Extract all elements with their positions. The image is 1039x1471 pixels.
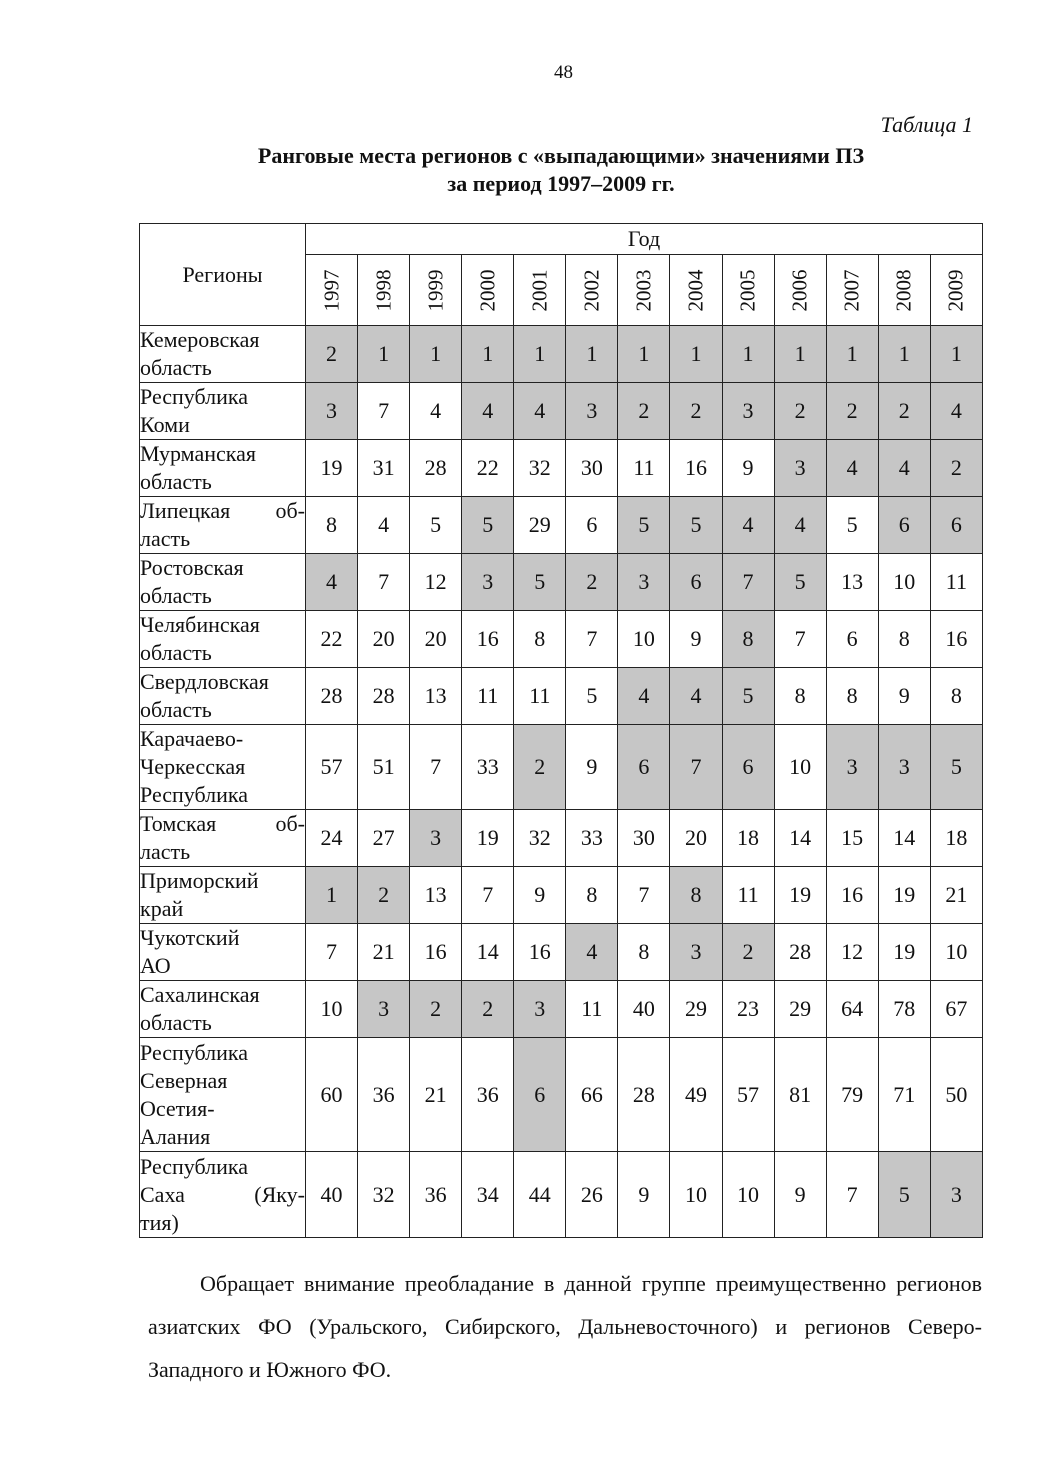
region-name-line: Мурманская: [140, 441, 256, 466]
title-line: Ранговые места регионов с «выпадающими» значениями ПЗ: [257, 143, 865, 168]
rank-cell: 4: [722, 497, 774, 554]
rank-cell: 3: [514, 981, 566, 1038]
year-column-header: [722, 255, 774, 326]
rank-cell: 14: [462, 924, 514, 981]
region-name-line: Республика: [140, 782, 249, 807]
rank-cell: 2: [878, 383, 930, 440]
rank-cell: 29: [774, 981, 826, 1038]
rank-cell: 4: [358, 497, 410, 554]
region-name-line: область: [140, 1010, 212, 1035]
rank-cell: 18: [930, 810, 982, 867]
rank-cell: 11: [462, 668, 514, 725]
rank-cell: 6: [930, 497, 982, 554]
year-column-header: [462, 255, 514, 326]
rank-cell: 7: [774, 611, 826, 668]
region-name-line: ласть: [140, 839, 191, 864]
rank-cell: 7: [410, 725, 462, 810]
rank-cell: 36: [410, 1152, 462, 1238]
rank-cell: 5: [774, 554, 826, 611]
rank-cell: 8: [618, 924, 670, 981]
region-name-line: Северная: [140, 1067, 228, 1093]
rank-cell: 71: [878, 1038, 930, 1152]
rank-cell: 8: [566, 867, 618, 924]
rank-cell: 1: [670, 326, 722, 383]
table-row: [140, 725, 983, 810]
rank-cell: 1: [774, 326, 826, 383]
rank-cell: 22: [462, 440, 514, 497]
rank-cell: 24: [306, 810, 358, 867]
rank-cell: 20: [670, 810, 722, 867]
table-row: [140, 867, 983, 924]
table-row: [140, 326, 983, 383]
rank-cell: 1: [722, 326, 774, 383]
region-name-line: Приморский: [140, 868, 259, 893]
rank-cell: 1: [566, 326, 618, 383]
year-column-header: [930, 255, 982, 326]
table-row: [140, 440, 983, 497]
rank-cell: 2: [306, 326, 358, 383]
rank-cell: 4: [514, 383, 566, 440]
rank-cell: 11: [722, 867, 774, 924]
rank-cell: 1: [618, 326, 670, 383]
table-row: [140, 810, 983, 867]
year-header: Год: [306, 224, 983, 255]
rank-cell: 2: [618, 383, 670, 440]
rank-cell: 4: [670, 668, 722, 725]
rank-cell: 79: [826, 1038, 878, 1152]
rank-cell: 28: [618, 1038, 670, 1152]
rank-cell: 34: [462, 1152, 514, 1238]
rank-cell: 2: [774, 383, 826, 440]
rank-cell: 1: [930, 326, 982, 383]
table-row: [140, 554, 983, 611]
rank-cell: 78: [878, 981, 930, 1038]
rank-cell: 13: [410, 867, 462, 924]
rank-cell: 2: [930, 440, 982, 497]
rank-cell: 51: [358, 725, 410, 810]
rank-cell: 4: [878, 440, 930, 497]
rank-cell: 3: [306, 383, 358, 440]
year-label: 1997: [319, 269, 344, 312]
rank-cell: 9: [514, 867, 566, 924]
rank-cell: 9: [670, 611, 722, 668]
region-name-line: Коми: [140, 412, 190, 437]
year-label: 2007: [839, 269, 864, 312]
region-name-line: область: [140, 469, 212, 494]
rank-cell: 57: [306, 725, 358, 810]
rank-cell: 11: [566, 981, 618, 1038]
region-name: [140, 810, 306, 867]
rank-cell: 30: [566, 440, 618, 497]
rank-cell: 8: [514, 611, 566, 668]
rank-cell: 32: [514, 440, 566, 497]
rank-cell: 6: [566, 497, 618, 554]
region-name-line: Алания: [140, 1123, 211, 1149]
rank-cell: 1: [878, 326, 930, 383]
table-label: Таблица 1: [880, 112, 973, 137]
region-name-line: Чукотский: [140, 925, 240, 950]
rank-cell: 6: [826, 611, 878, 668]
rank-cell: 5: [930, 725, 982, 810]
rank-cell: 18: [722, 810, 774, 867]
table-row: [140, 383, 983, 440]
rank-cell: 1: [514, 326, 566, 383]
region-name: [140, 1152, 306, 1238]
rank-cell: 31: [358, 440, 410, 497]
rank-cell: 19: [462, 810, 514, 867]
rank-cell: 23: [722, 981, 774, 1038]
rank-cell: 10: [306, 981, 358, 1038]
rank-cell: 2: [514, 725, 566, 810]
rank-cell: 8: [930, 668, 982, 725]
rank-cell: 3: [462, 554, 514, 611]
year-label: 2003: [631, 269, 656, 312]
table-row: [140, 611, 983, 668]
rank-cell: 7: [670, 725, 722, 810]
rank-cell: 8: [826, 668, 878, 725]
region-name-line: ласть: [140, 526, 191, 551]
rank-cell: 12: [826, 924, 878, 981]
rank-cell: 81: [774, 1038, 826, 1152]
region-name: [140, 725, 306, 810]
year-column-header: [514, 255, 566, 326]
rank-cell: 5: [826, 497, 878, 554]
year-label: 2005: [735, 269, 760, 312]
rank-cell: 1: [306, 867, 358, 924]
rank-cell: 20: [410, 611, 462, 668]
region-name-line: Карачаево-: [140, 726, 244, 751]
year-label: 2004: [683, 269, 708, 312]
year-label: 1999: [423, 269, 448, 312]
region-name: [140, 554, 306, 611]
region-name-line: Кемеровская: [140, 327, 260, 352]
rank-cell: 6: [878, 497, 930, 554]
rank-cell: 3: [618, 554, 670, 611]
rank-cell: 9: [774, 1152, 826, 1238]
rank-cell: 3: [358, 981, 410, 1038]
rank-cell: 11: [514, 668, 566, 725]
rank-cell: 10: [930, 924, 982, 981]
region-name: [140, 326, 306, 383]
rank-cell: 4: [306, 554, 358, 611]
rank-cell: 32: [358, 1152, 410, 1238]
rank-cell: 16: [462, 611, 514, 668]
rank-cell: 1: [358, 326, 410, 383]
region-name: [140, 497, 306, 554]
rank-cell: 16: [514, 924, 566, 981]
year-label: 2008: [891, 269, 916, 312]
rank-cell: 9: [566, 725, 618, 810]
rank-cell: 57: [722, 1038, 774, 1152]
rank-cell: 3: [774, 440, 826, 497]
rank-cell: 28: [410, 440, 462, 497]
year-column-header: [774, 255, 826, 326]
rank-cell: 29: [514, 497, 566, 554]
rank-cell: 5: [878, 1152, 930, 1238]
rank-cell: 9: [878, 668, 930, 725]
region-name-line: Осетия-: [140, 1095, 215, 1121]
rank-cell: 5: [462, 497, 514, 554]
year-column-header: [878, 255, 930, 326]
rank-cell: 19: [306, 440, 358, 497]
region-name-line: АО: [140, 953, 171, 978]
table-row: [140, 981, 983, 1038]
rank-cell: 7: [722, 554, 774, 611]
rank-cell: 5: [722, 668, 774, 725]
rank-cell: 36: [358, 1038, 410, 1152]
rank-cell: 7: [566, 611, 618, 668]
year-column-header: [410, 255, 462, 326]
rank-cell: 67: [930, 981, 982, 1038]
year-column-header: [826, 255, 878, 326]
rank-cell: 3: [670, 924, 722, 981]
region-name-line: Республика: [140, 1039, 249, 1065]
year-label: 2009: [943, 269, 968, 312]
region-name-line: Томская об-: [140, 811, 305, 836]
rank-cell: 7: [618, 867, 670, 924]
rank-cell: 6: [722, 725, 774, 810]
rank-cell: 19: [878, 924, 930, 981]
rank-cell: 21: [410, 1038, 462, 1152]
year-column-header: [566, 255, 618, 326]
rank-cell: 36: [462, 1038, 514, 1152]
rank-cell: 7: [358, 554, 410, 611]
rank-cell: 32: [514, 810, 566, 867]
region-name: [140, 1038, 306, 1152]
table-row: [140, 1038, 983, 1152]
rank-cell: 4: [826, 440, 878, 497]
rank-cell: 26: [566, 1152, 618, 1238]
rank-cell: 12: [410, 554, 462, 611]
rank-cell: 4: [566, 924, 618, 981]
rank-cell: 4: [618, 668, 670, 725]
rank-cell: 40: [306, 1152, 358, 1238]
rank-table: [139, 223, 983, 1238]
region-name-line: Сахалинская: [140, 982, 260, 1007]
regions-header: Регионы: [140, 224, 306, 326]
rank-cell: 7: [462, 867, 514, 924]
rank-cell: 44: [514, 1152, 566, 1238]
rank-cell: 8: [306, 497, 358, 554]
table-row: [140, 497, 983, 554]
rank-cell: 60: [306, 1038, 358, 1152]
rank-cell: 33: [462, 725, 514, 810]
rank-cell: 40: [618, 981, 670, 1038]
rank-cell: 16: [930, 611, 982, 668]
region-name-line: Липецкая об-: [140, 498, 305, 523]
rank-cell: 1: [462, 326, 514, 383]
table-row: [140, 1152, 983, 1238]
region-name-line: область: [140, 583, 212, 608]
rank-cell: 10: [878, 554, 930, 611]
region-name-line: область: [140, 697, 212, 722]
year-column-header: [358, 255, 410, 326]
rank-cell: 8: [670, 867, 722, 924]
region-name-line: Саха (Яку-: [140, 1181, 305, 1207]
rank-cell: 2: [722, 924, 774, 981]
rank-cell: 20: [358, 611, 410, 668]
rank-cell: 5: [670, 497, 722, 554]
rank-cell: 3: [878, 725, 930, 810]
table-row: [140, 924, 983, 981]
rank-cell: 19: [774, 867, 826, 924]
region-name-line: Челябинская: [140, 612, 260, 637]
rank-cell: 22: [306, 611, 358, 668]
rank-cell: 49: [670, 1038, 722, 1152]
region-name-line: область: [140, 355, 212, 380]
rank-cell: 7: [826, 1152, 878, 1238]
table-row: [140, 668, 983, 725]
rank-cell: 8: [774, 668, 826, 725]
rank-cell: 66: [566, 1038, 618, 1152]
rank-cell: 16: [410, 924, 462, 981]
rank-cell: 3: [566, 383, 618, 440]
region-name-line: Республика: [140, 1153, 249, 1179]
rank-cell: 28: [774, 924, 826, 981]
rank-cell: 8: [722, 611, 774, 668]
year-label: 2006: [787, 269, 812, 312]
year-label: 2000: [475, 269, 500, 312]
region-name: [140, 924, 306, 981]
rank-cell: 10: [618, 611, 670, 668]
rank-cell: 2: [410, 981, 462, 1038]
year-label: 2002: [579, 269, 604, 312]
rank-cell: 6: [670, 554, 722, 611]
region-name: [140, 668, 306, 725]
rank-cell: 7: [306, 924, 358, 981]
rank-cell: 10: [670, 1152, 722, 1238]
rank-cell: 5: [618, 497, 670, 554]
region-name-line: Свердловская: [140, 669, 269, 694]
year-column-header: [306, 255, 358, 326]
title-line: за период 1997–2009 гг.: [447, 171, 675, 196]
region-name-line: Республика: [140, 384, 249, 409]
rank-cell: 19: [878, 867, 930, 924]
rank-cell: 16: [826, 867, 878, 924]
region-name-line: Черкесская: [140, 754, 246, 779]
rank-cell: 4: [930, 383, 982, 440]
rank-cell: 16: [670, 440, 722, 497]
rank-cell: 3: [826, 725, 878, 810]
rank-cell: 5: [410, 497, 462, 554]
rank-cell: 28: [358, 668, 410, 725]
page-number: 48: [554, 62, 573, 83]
rank-cell: 33: [566, 810, 618, 867]
rank-cell: 15: [826, 810, 878, 867]
rank-cell: 2: [566, 554, 618, 611]
rank-cell: 11: [930, 554, 982, 611]
rank-cell: 14: [774, 810, 826, 867]
rank-cell: 3: [930, 1152, 982, 1238]
year-column-header: [618, 255, 670, 326]
rank-cell: 9: [618, 1152, 670, 1238]
rank-cell: 9: [722, 440, 774, 497]
rank-cell: 30: [618, 810, 670, 867]
rank-cell: 11: [618, 440, 670, 497]
rank-cell: 13: [826, 554, 878, 611]
rank-cell: 3: [410, 810, 462, 867]
rank-cell: 64: [826, 981, 878, 1038]
region-name: [140, 867, 306, 924]
region-name-line: край: [140, 896, 184, 921]
rank-cell: 4: [410, 383, 462, 440]
rank-cell: 6: [618, 725, 670, 810]
year-column-header: [670, 255, 722, 326]
rank-cell: 4: [462, 383, 514, 440]
rank-cell: 2: [670, 383, 722, 440]
rank-cell: 10: [774, 725, 826, 810]
body-paragraph: Обращает внимание преобладание в данной группе преимущественно регионов азиатских ФО (Уральского, Сибирского, Дальневосточного) и регионов Северо-Западного и Южного ФО.: [148, 1271, 982, 1382]
rank-cell: 1: [826, 326, 878, 383]
year-label: 1998: [371, 269, 396, 312]
region-name: [140, 440, 306, 497]
rank-cell: 2: [358, 867, 410, 924]
rank-cell: 6: [514, 1038, 566, 1152]
rank-cell: 7: [358, 383, 410, 440]
rank-cell: 2: [826, 383, 878, 440]
rank-cell: 50: [930, 1038, 982, 1152]
region-name-line: тия): [140, 1209, 179, 1235]
rank-cell: 29: [670, 981, 722, 1038]
rank-cell: 5: [514, 554, 566, 611]
rank-cell: 5: [566, 668, 618, 725]
rank-cell: 13: [410, 668, 462, 725]
region-name-line: область: [140, 640, 212, 665]
rank-cell: 14: [878, 810, 930, 867]
region-name-line: Ростовская: [140, 555, 244, 580]
rank-cell: 1: [410, 326, 462, 383]
rank-cell: 4: [774, 497, 826, 554]
rank-cell: 21: [358, 924, 410, 981]
rank-cell: 10: [722, 1152, 774, 1238]
rank-cell: 21: [930, 867, 982, 924]
year-label: 2001: [527, 269, 552, 312]
region-name: [140, 383, 306, 440]
rank-cell: 2: [462, 981, 514, 1038]
rank-cell: 27: [358, 810, 410, 867]
rank-cell: 28: [306, 668, 358, 725]
region-name: [140, 611, 306, 668]
table-title: [0, 142, 1039, 198]
rank-cell: 3: [722, 383, 774, 440]
rank-cell: 8: [878, 611, 930, 668]
region-name: [140, 981, 306, 1038]
